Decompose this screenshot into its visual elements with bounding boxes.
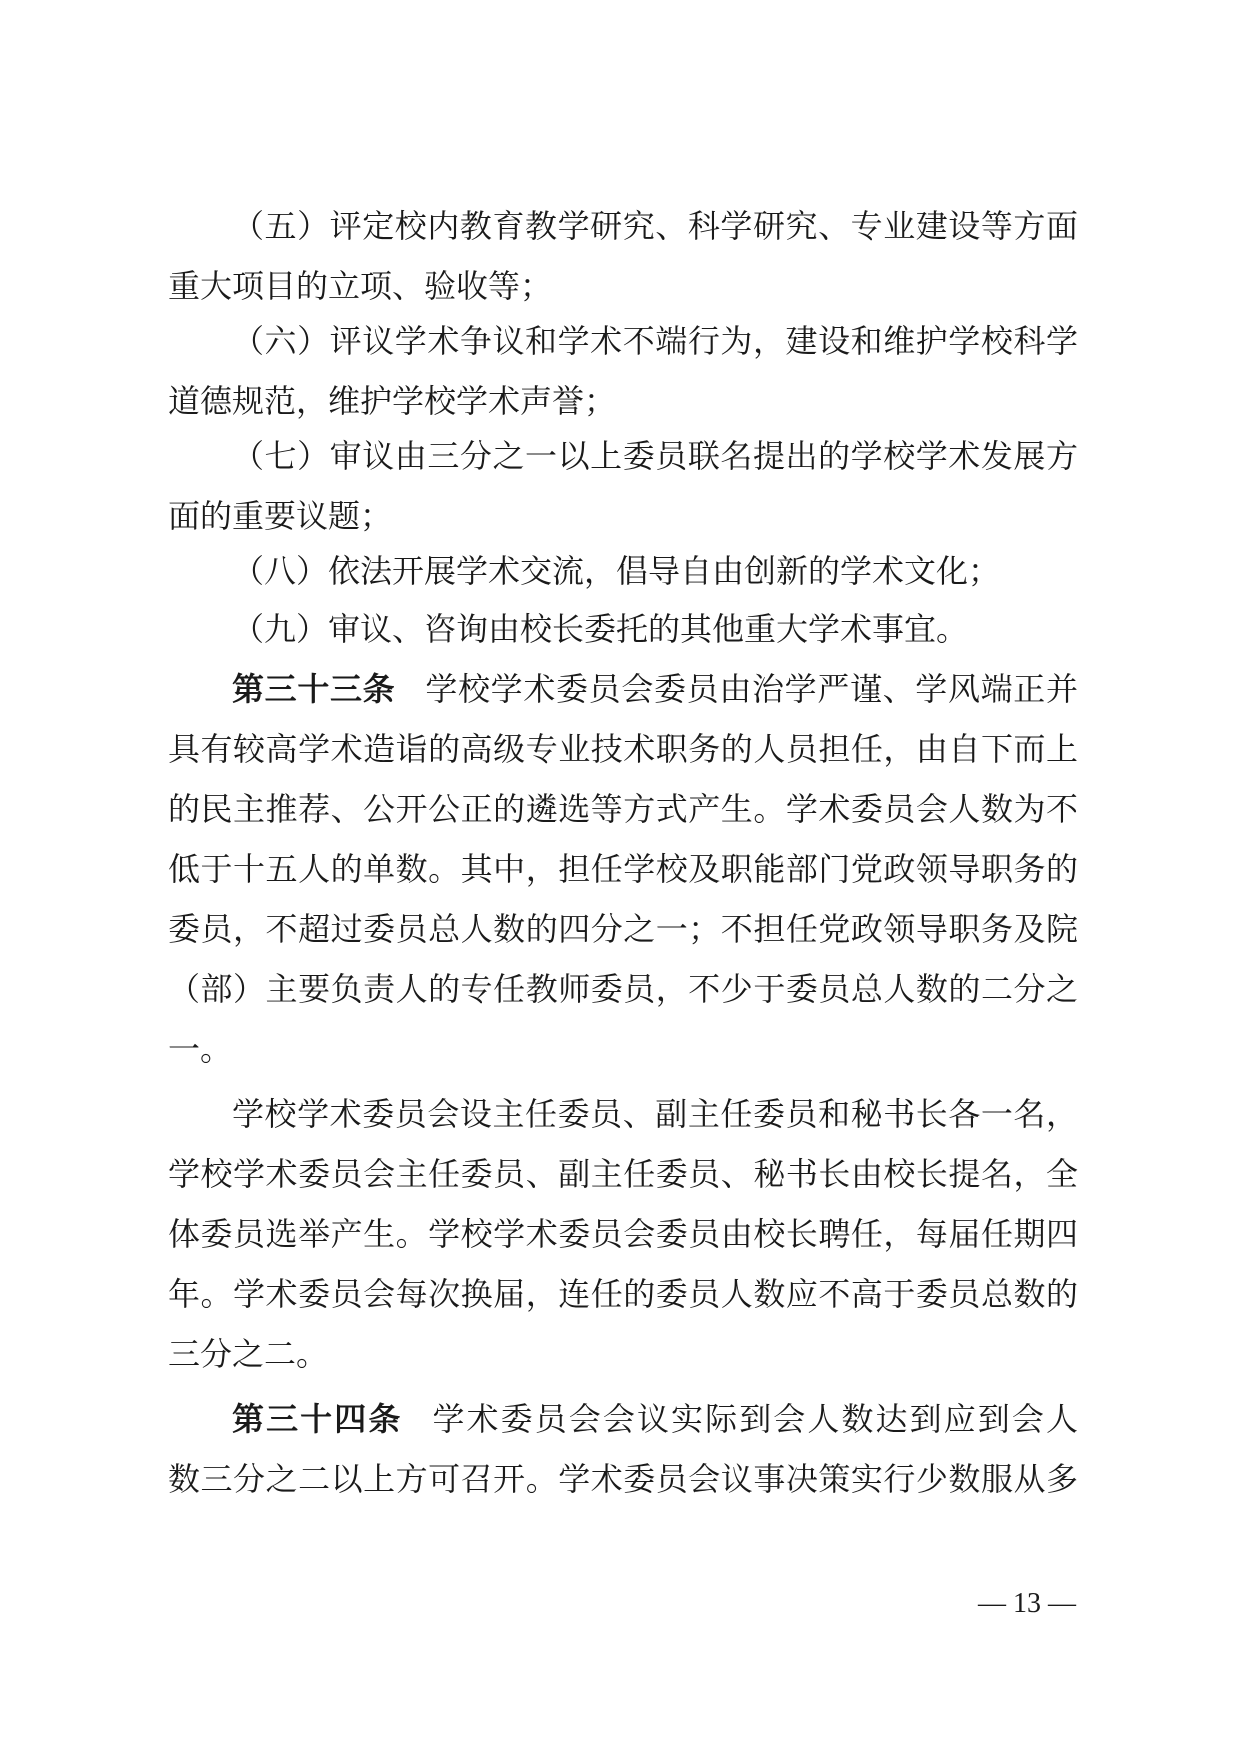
article-33-line-4: 低于十五人的单数。其中，担任学校及职能部门党政领导职务的 — [168, 850, 1078, 888]
article-33-line-1 — [232, 659, 1078, 719]
article-33-p2-line-4: 年。学术委员会每次换届，连任的委员人数应不高于委员总数的 — [168, 1275, 1078, 1313]
item-five-line-1: （五）评定校内教育教学研究、科学研究、专业建设等方面 — [232, 207, 1078, 245]
item-six-line-2: 道德规范，维护学校学术声誉； — [168, 382, 617, 420]
item-seven-line-1: （七）审议由三分之一以上委员联名提出的学校学术发展方 — [232, 437, 1078, 475]
article-33-p2-line-3: 体委员选举产生。学校学术委员会委员由校长聘任，每届任期四 — [168, 1215, 1078, 1253]
article-33-line-3: 的民主推荐、公开公正的遴选等方式产生。学术委员会人数为不 — [168, 790, 1078, 828]
article-33-heading: 第三十三条 — [232, 670, 396, 708]
article-33-p2-line-2: 学校学术委员会主任委员、副主任委员、秘书长由校长提名，全 — [168, 1155, 1078, 1193]
article-33-p2-line-5: 三分之二。 — [168, 1335, 329, 1373]
item-eight-line-1: （八）依法开展学术交流，倡导自由创新的学术文化； — [232, 552, 1001, 590]
page-number: — 13 — — [978, 1588, 1076, 1619]
item-six-line-1: （六）评议学术争议和学术不端行为，建设和维护学校科学 — [232, 322, 1078, 360]
article-34-line-1 — [232, 1389, 1078, 1449]
article-34-text-1: 学术委员会会议实际到会人数达到应到会人 — [432, 1400, 1078, 1438]
article-34-line-2: 数三分之二以上方可召开。学术委员会议事决策实行少数服从多 — [168, 1460, 1078, 1498]
item-seven-line-2: 面的重要议题； — [168, 497, 393, 535]
article-33-p2-line-1: 学校学术委员会设主任委员、副主任委员和秘书长各一名， — [232, 1095, 1078, 1133]
article-33-line-2: 具有较高学术造诣的高级专业技术职务的人员担任，由自下而上 — [168, 730, 1078, 768]
item-nine-line-1: （九）审议、咨询由校长委托的其他重大学术事宜。 — [232, 610, 969, 648]
article-33-line-7: 一。 — [168, 1030, 233, 1068]
article-33-line-5: 委员，不超过委员总人数的四分之一；不担任党政领导职务及院 — [168, 910, 1078, 948]
article-33-line-6: （部）主要负责人的专任教师委员，不少于委员总人数的二分之 — [168, 970, 1078, 1008]
article-33-text-1: 学校学术委员会委员由治学严谨、学风端正并 — [425, 670, 1078, 708]
article-34-heading: 第三十四条 — [232, 1400, 403, 1438]
item-five-line-2: 重大项目的立项、验收等； — [168, 267, 553, 305]
